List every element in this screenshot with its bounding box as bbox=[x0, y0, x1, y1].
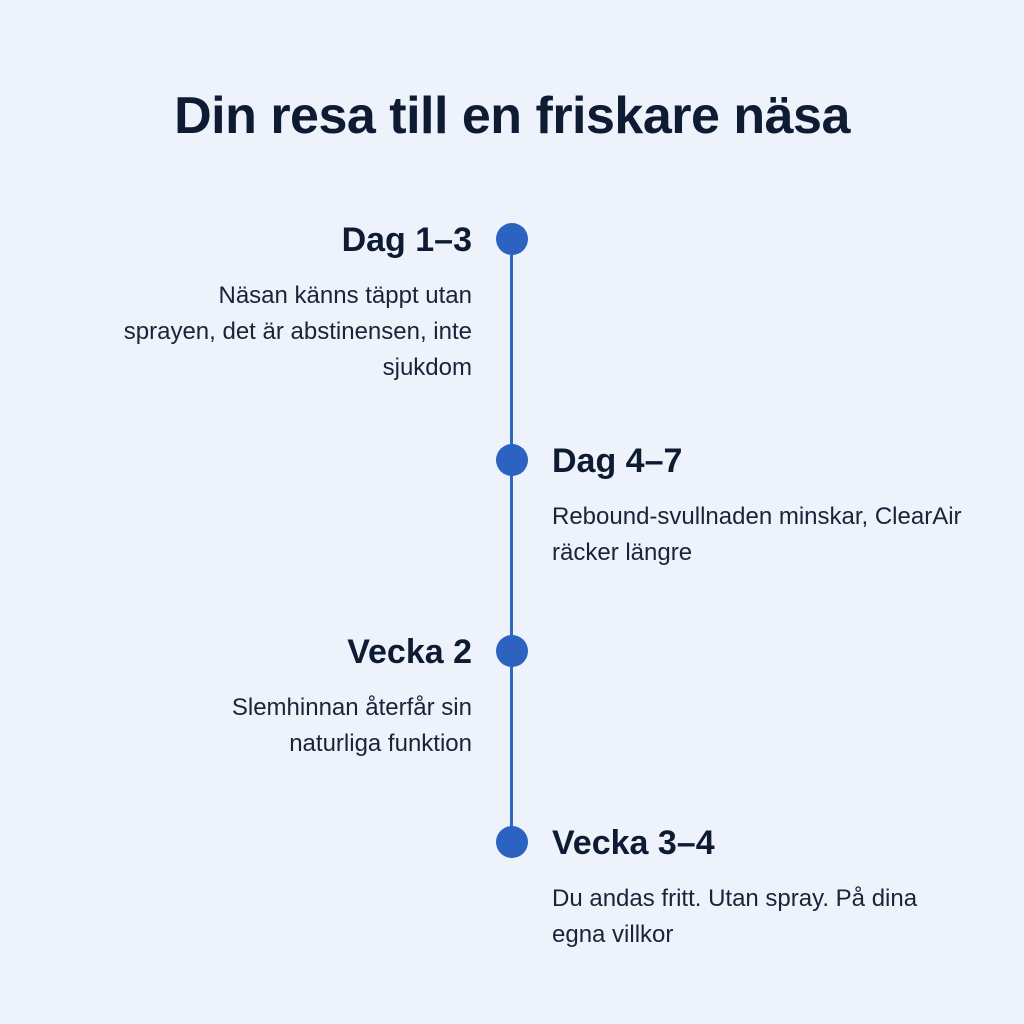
timeline-step-3 bbox=[52, 632, 472, 762]
step-description: Rebound-svullnaden minskar, ClearAir räcker längre bbox=[552, 503, 962, 566]
page-title: Din resa till en friskare näsa bbox=[174, 87, 850, 145]
timeline-dot-3 bbox=[496, 635, 528, 667]
timeline-step-1 bbox=[52, 220, 472, 386]
step-title: Vecka 3–4 bbox=[552, 824, 715, 862]
step-description: Näsan känns täppt utan sprayen, det är abstinensen, inte sjukdom bbox=[123, 282, 472, 381]
step-description: Slemhinnan återfår sin naturliga funktion bbox=[231, 694, 472, 757]
step-title: Dag 1–3 bbox=[341, 221, 472, 259]
step-title: Dag 4–7 bbox=[552, 442, 683, 480]
timeline-dot-4 bbox=[496, 826, 528, 858]
timeline-dot-2 bbox=[496, 444, 528, 476]
timeline-step-2 bbox=[552, 441, 972, 571]
step-description: Du andas fritt. Utan spray. På dina egna villkor bbox=[552, 885, 918, 948]
timeline-line bbox=[510, 238, 513, 842]
step-title: Vecka 2 bbox=[347, 633, 472, 671]
timeline-step-4 bbox=[552, 823, 972, 953]
timeline-dot-1 bbox=[496, 223, 528, 255]
